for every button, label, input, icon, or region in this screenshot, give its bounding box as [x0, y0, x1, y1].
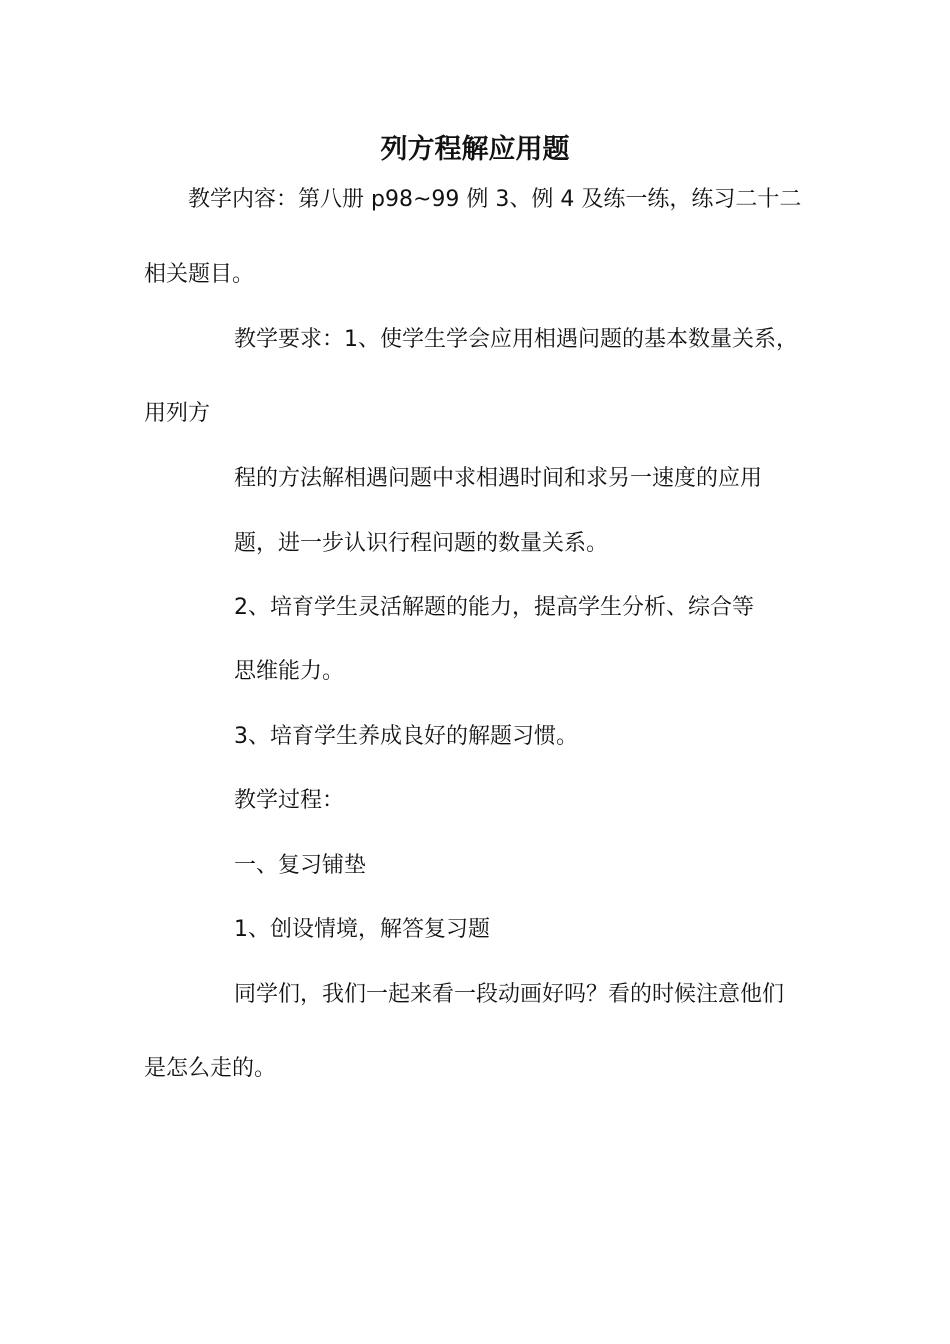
- paragraph-line: 教学过程：: [234, 788, 345, 813]
- paragraph-line: 教学内容：第八册 p98~99 例 3、例 4 及练一练，练习二十二: [188, 187, 802, 212]
- paragraph-line: 是怎么走的。: [144, 1056, 277, 1081]
- paragraph-line: 1、创设情境，解答复习题: [234, 917, 490, 942]
- paragraph-line: 用列方: [144, 401, 211, 426]
- paragraph-line: 同学们，我们一起来看一段动画好吗？看的时候注意他们: [234, 982, 785, 1007]
- paragraph-line: 教学要求：1、使学生学会应用相遇问题的基本数量关系，: [234, 327, 798, 352]
- paragraph-line: 题，进一步认识行程问题的数量关系。: [234, 531, 609, 556]
- paragraph-line: 程的方法解相遇问题中求相遇时间和求另一速度的应用: [234, 466, 763, 491]
- paragraph-line: 思维能力。: [234, 659, 345, 684]
- paragraph-line: 一、复习铺垫: [234, 853, 367, 878]
- paragraph-line: 相关题目。: [144, 262, 255, 287]
- paragraph-line: 2、培育学生灵活解题的能力，提高学生分析、综合等: [234, 595, 754, 620]
- paragraph-line: 3、培育学生养成良好的解题习惯。: [234, 724, 578, 749]
- document-title: 列方程解应用题: [380, 134, 570, 165]
